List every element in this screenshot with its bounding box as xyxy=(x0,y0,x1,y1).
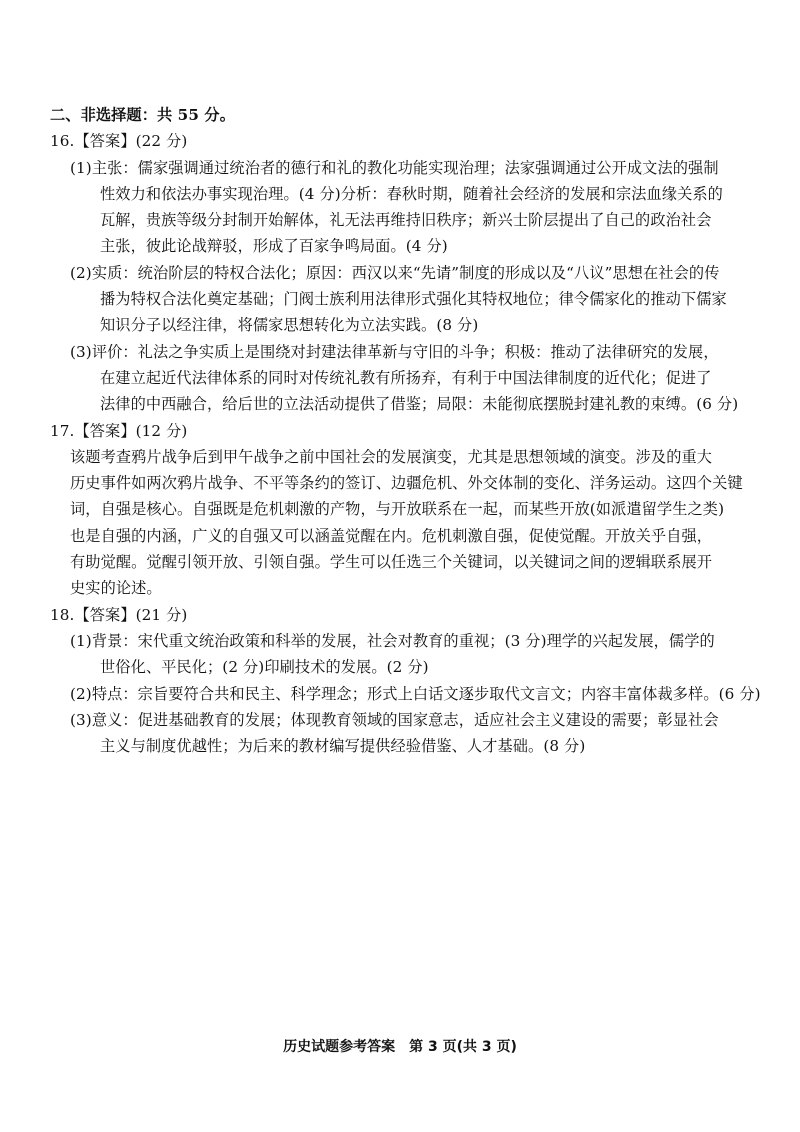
q18-line: (1)背景：宋代重文统治政策和科举的发展，社会对教育的重视；(3 分)理学的兴起发展，儒学的 xyxy=(70,631,715,650)
q16-line: 性效力和依法办事实现治理。(4 分)分析：春秋时期，随着社会经济的发展和宗法血缘关系的 xyxy=(100,184,723,203)
q16-line: (1)主张：儒家强调通过统治者的德行和礼的教化功能实现治理；法家强调通过公开成文法的强制 xyxy=(70,158,719,177)
q17-line: 历史事件如两次鸦片战争、不平等条约的签订、边疆危机、外交体制的变化、洋务运动。这四个关键 xyxy=(70,474,743,493)
q16-line: 播为特权合法化奠定基础；门阀士族利用法律形式强化其特权地位；律令儒家化的推动下儒家 xyxy=(100,290,727,309)
q18-line: 世俗化、平民化；(2 分)印刷技术的发展。(2 分) xyxy=(100,658,429,677)
q17-line: 史实的论述。 xyxy=(70,579,162,598)
q16-line: (3)评价：礼法之争实质上是围绕对封建法律革新与守旧的斗争；积极：推动了法律研究的发展， xyxy=(70,342,719,361)
q18-line: (3)意义：促进基础教育的发展；体现教育领域的国家意志，适应社会主义建设的需要；彰显社会 xyxy=(70,710,719,729)
q18-heading: 18.【答案】(21 分) xyxy=(50,605,188,624)
q17-line: 有助觉醒。觉醒引领开放、引领自强。学生可以任选三个关键词，以关键词之间的逻辑联系展开 xyxy=(70,553,713,572)
q16-line: 在建立起近代法律体系的同时对传统礼教有所扬弃，有利于中国法律制度的近代化；促进了 xyxy=(100,368,712,387)
q16-line: 主张，彼此论战辩驳，形成了百家争鸣局面。(4 分) xyxy=(100,237,448,256)
q18-line: 主义与制度优越性；为后来的教材编写提供经验借鉴、人才基础。(8 分) xyxy=(100,737,586,756)
q16-line: 瓦解，贵族等级分封制开始解体，礼无法再维持旧秩序；新兴士阶层提出了自己的政治社会 xyxy=(100,211,712,230)
q16-heading: 16.【答案】(22 分) xyxy=(50,132,188,151)
q17-heading: 17.【答案】(12 分) xyxy=(50,421,188,440)
section-title: 二、非选择题：共 55 分。 xyxy=(50,106,235,124)
page-content xyxy=(50,102,760,759)
q16-line: 法律的中西融合，给后世的立法活动提供了借鉴；局限：未能彻底摆脱封建礼教的束缚。(6 分) xyxy=(100,395,739,414)
q17-line: 该题考查鸦片战争后到甲午战争之前中国社会的发展演变，尤其是思想领域的演变。涉及的重大 xyxy=(70,447,713,466)
q17-line: 词，自强是核心。自强既是危机刺激的产物，与开放联系在一起，而某些开放(如派遣留学生之类) xyxy=(70,500,725,519)
q17-line: 也是自强的内涵，广义的自强又可以涵盖觉醒在内。危机刺激自强，促使觉醒。开放关乎自强， xyxy=(70,526,713,545)
q16-line: 知识分子以经注律，将儒家思想转化为立法实践。(8 分) xyxy=(100,316,479,335)
q18-line: (2)特点：宗旨要符合共和民主、科学理念；形式上白话文逐步取代文言文；内容丰富体裁多样。(6 分) xyxy=(70,684,761,703)
page-footer: 历史试题参考答案 第 3 页(共 3 页) xyxy=(283,1039,517,1055)
q16-line: (2)实质：统治阶层的特权合法化；原因：西汉以来“先请”制度的形成以及“八议”思想在社会的传 xyxy=(70,263,720,282)
